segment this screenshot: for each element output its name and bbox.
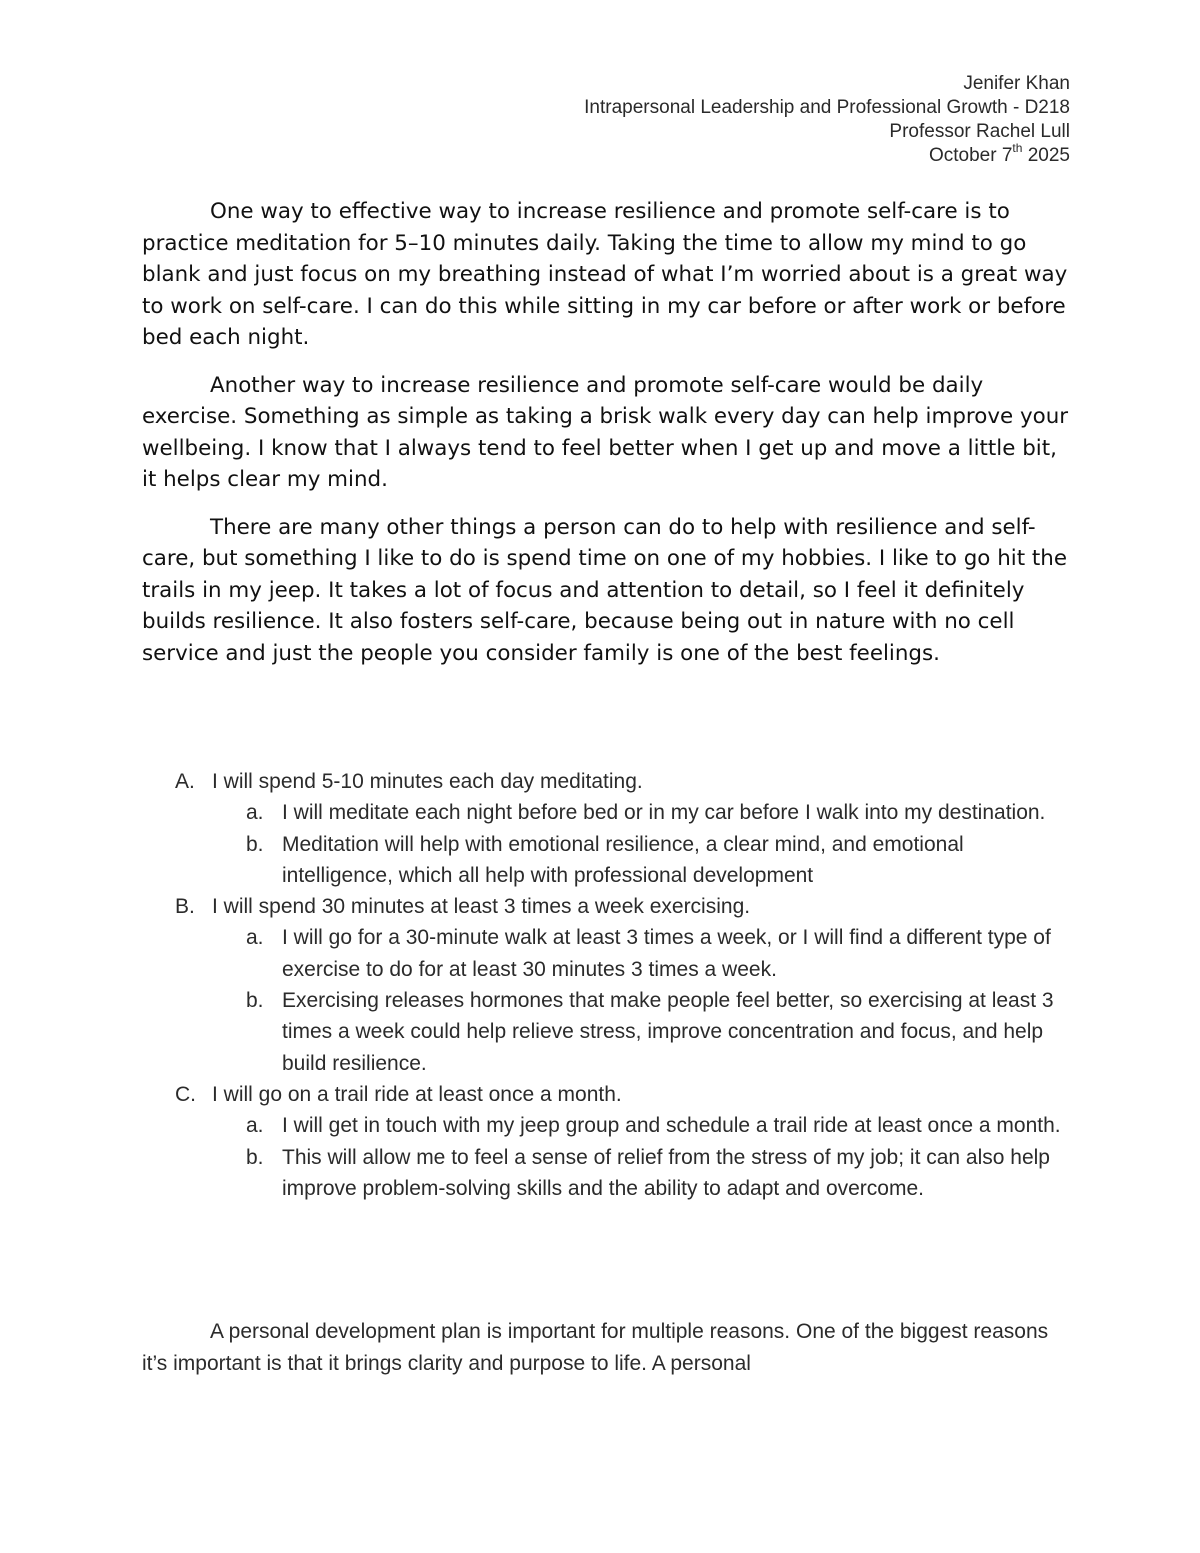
goal-item	[142, 891, 1072, 922]
goal-marker: A.	[175, 770, 195, 793]
subitem-text: Exercising releases hormones that make people feel better, so exercising at least 3 times a week could help relieve stress, improve concentration and focus, and help build resilience.	[282, 989, 1054, 1075]
essay-paragraph-hobbies: There are many other things a person can do to help with resilience and self-care, but something I like to do is spend time on one of my hobbies. I like to go hit the trails in my jeep. It takes a lot of focus and attention to detail, so I feel it definitely builds resilience. It also fosters self-care, because being out in nature with no cell service and just the people you consider family is one of the best feelings.	[142, 514, 1067, 666]
document-header	[584, 72, 1070, 168]
goal-subitem	[142, 1142, 1072, 1205]
essay-paragraph-meditation: One way to effective way to increase resilience and promote self-care is to practice meditation for 5–10 minutes daily. Taking the time to allow my mind to go blank and just focus on my breathing instead of what I’m worried about is a great way to work on self-care. I can do this while sitting in my car before or after work or before bed each night.	[142, 199, 1068, 350]
goal-item	[142, 766, 1072, 797]
goal-text: I will go on a trail ride at least once a month.	[212, 1082, 622, 1106]
goal-marker: C.	[175, 1082, 196, 1106]
subitem-marker: a.	[246, 926, 264, 950]
goal-subitem	[142, 985, 1072, 1079]
closing-section	[142, 1316, 1072, 1379]
goal-subitem	[142, 922, 1072, 985]
date-year: 2025	[1027, 145, 1070, 166]
document-date	[584, 140, 1070, 168]
subitem-marker: b.	[246, 989, 264, 1013]
subitem-text: I will go for a 30-minute walk at least 3 times a week, or I will find a different type of exercise to do for at least 30 minutes 3 times a week.	[282, 926, 1051, 981]
essay-body	[142, 196, 1072, 685]
goal-subitem	[142, 797, 1072, 828]
goal-text: I will spend 30 minutes at least 3 times a week exercising.	[212, 895, 751, 919]
professor-name: Professor Rachel Lull	[889, 121, 1070, 142]
date-month-day: October 7	[928, 145, 1013, 166]
goal-subitem	[142, 829, 1072, 892]
subitem-marker: a.	[246, 801, 264, 825]
subitem-marker: b.	[246, 832, 264, 856]
course-title: Intrapersonal Leadership and Professional Growth - D218	[584, 97, 1070, 118]
subitem-text: Meditation will help with emotional resilience, a clear mind, and emotional intelligence, which all help with professional development	[282, 832, 964, 887]
subitem-text: This will allow me to feel a sense of relief from the stress of my job; it can also help improve problem-solving skills and the ability to adapt and overcome.	[282, 1145, 1050, 1200]
subitem-marker: b.	[246, 1145, 264, 1169]
goal-text: I will spend 5-10 minutes each day meditating.	[212, 770, 643, 793]
goal-subitem	[142, 1110, 1072, 1141]
author-name: Jenifer Khan	[963, 73, 1070, 94]
goal-marker: B.	[175, 895, 195, 919]
closing-paragraph: A personal development plan is important for multiple reasons. One of the biggest reasons it’s important is that it brings clarity and purpose to life. A personal	[142, 1320, 1049, 1375]
subitem-marker: a.	[246, 1114, 264, 1138]
subitem-text: I will meditate each night before bed or in my car before I walk into my destination.	[282, 801, 1046, 825]
goal-item	[142, 1079, 1072, 1110]
date-ordinal-suffix: th	[1012, 140, 1023, 155]
development-plan-list	[142, 766, 1072, 1204]
essay-paragraph-exercise: Another way to increase resilience and promote self-care would be daily exercise. Something as simple as taking a brisk walk every day can help improve your wellbeing. I know that I always tend to feel better when I get up and move a little bit, it helps clear my mind.	[142, 372, 1069, 492]
subitem-text: I will get in touch with my jeep group and schedule a trail ride at least once a month.	[282, 1114, 1061, 1138]
